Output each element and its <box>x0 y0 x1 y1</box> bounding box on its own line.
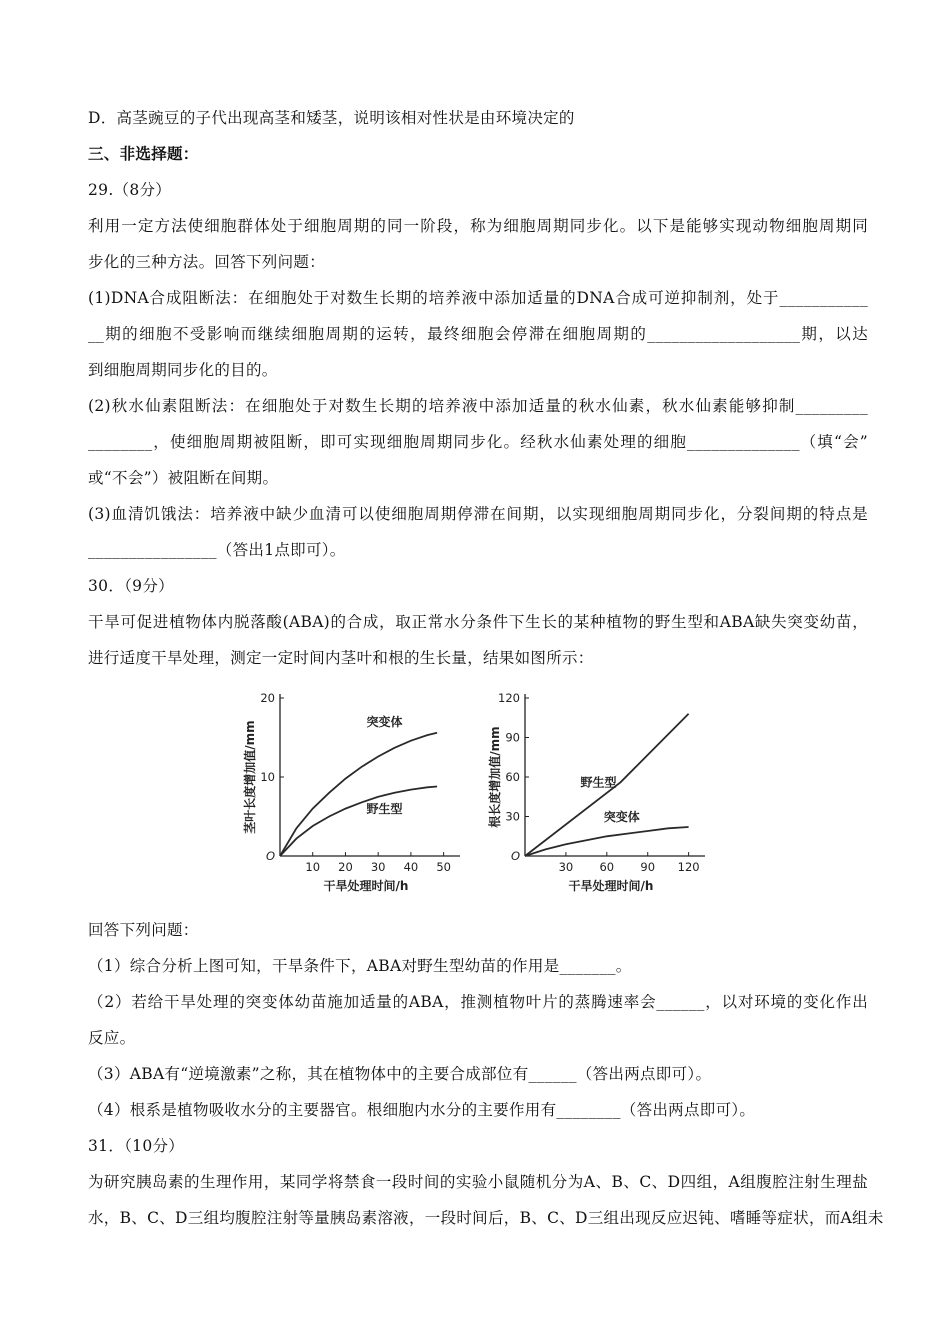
y-tick-label: 30 <box>505 809 520 824</box>
q29-part2-line: (2)秋水仙素阻断法：在细胞处于对数生长期的培养液中添加适量的秋水仙素，秋水仙素能够抑制_________ <box>88 397 868 415</box>
q30-part3: （3）ABA有“逆境激素”之称，其在植物体中的主要合成部位有______（答出两点即可）。 <box>88 1065 712 1083</box>
growth-figure <box>88 684 868 906</box>
y-tick-label: 10 <box>260 770 275 784</box>
series-label: 突变体 <box>603 809 640 824</box>
x-tick-label: 30 <box>558 860 574 874</box>
origin-label: O <box>510 849 520 863</box>
question-30-number: 30．（9分） <box>88 577 174 595</box>
x-tick-label: 60 <box>599 860 615 874</box>
exam-page <box>88 108 884 1244</box>
q29-stem-line: 步化的三种方法。回答下列问题： <box>88 253 326 271</box>
q29-part1-line: (1)DNA合成阻断法：在细胞处于对数生长期的培养液中添加适量的DNA合成可逆抑制剂，处于___________ <box>88 289 868 307</box>
question-29-number: 29.（8分） <box>88 181 172 199</box>
q30-part2-line: 反应。 <box>88 1029 136 1047</box>
x-tick-label: 30 <box>370 860 386 874</box>
y-tick-label: 120 <box>498 691 520 705</box>
q29-part1-line: __期的细胞不受影响而继续细胞周期的运转，最终细胞会停滞在细胞周期的___________________期，以达 <box>88 325 868 343</box>
x-axis-title: 干旱处理时间/h <box>323 879 409 893</box>
q29-part3-line: (3)血清饥饿法：培养液中缺少血清可以使细胞周期停滞在间期，以实现细胞周期同步化，分裂间期的特点是 <box>88 505 868 523</box>
q29-stem-line: 利用一定方法使细胞群体处于细胞周期的同一阶段，称为细胞周期同步化。以下是能够实现动物细胞周期同 <box>88 217 868 235</box>
x-tick-label: 10 <box>305 860 321 874</box>
x-tick-label: 120 <box>677 860 700 874</box>
x-axis-title: 干旱处理时间/h <box>568 879 654 893</box>
q31-stem-line: 水，B、C、D三组均腹腔注射等量胰岛素溶液，一段时间后，B、C、D三组出现反应迟钝、嗜睡等症状，而A组未 <box>88 1209 884 1227</box>
shoot-growth-chart <box>238 684 478 906</box>
y-axis-title: 茎叶长度增加值/mm <box>243 720 257 834</box>
q29-part3-line: ________________（答出1点即可）。 <box>88 541 346 559</box>
x-tick-label: 90 <box>640 860 656 874</box>
x-tick-label: 40 <box>403 860 419 874</box>
q30-stem-line: 干旱可促进植物体内脱落酸(ABA)的合成，取正常水分条件下生长的某种植物的野生型和ABA缺失突变幼苗， <box>88 613 868 631</box>
y-axis-title: 根长度增加值/mm <box>488 726 502 828</box>
q30-answer-intro: 回答下列问题： <box>88 921 199 939</box>
y-tick-label: 90 <box>505 730 520 745</box>
series-line <box>525 827 689 856</box>
series-line <box>280 733 437 856</box>
y-tick-label: 60 <box>505 770 520 784</box>
q31-stem-line: 为研究胰岛素的生理作用，某同学将禁食一段时间的实验小鼠随机分为A、B、C、D四组，A组腹腔注射生理盐 <box>88 1173 868 1191</box>
x-tick-label: 20 <box>338 860 353 874</box>
q30-part2-line: （2）若给干旱处理的突变体幼苗施加适量的ABA，推测植物叶片的蒸腾速率会______，以对环境的变化作出 <box>88 993 868 1011</box>
q29-part1-line: 到细胞周期同步化的目的。 <box>88 361 278 379</box>
origin-label: O <box>265 849 275 863</box>
series-line <box>280 787 437 857</box>
q30-part4: （4）根系是植物吸收水分的主要器官。根细胞内水分的主要作用有________（答出两点即可）。 <box>88 1101 756 1119</box>
question-31-number: 31．（10分） <box>88 1137 185 1155</box>
option-d: D．高茎豌豆的子代出现高茎和矮茎，说明该相对性状是由环境决定的 <box>88 109 575 127</box>
q29-part2-line: 或“不会”）被阻断在间期。 <box>88 469 279 487</box>
q29-part2-line: ________，使细胞周期被阻断，即可实现细胞周期同步化。经秋水仙素处理的细胞______________（填“会” <box>88 433 868 451</box>
q30-part1: （1）综合分析上图可知，干旱条件下，ABA对野生型幼苗的作用是_______。 <box>88 957 632 975</box>
series-label: 野生型 <box>366 801 403 816</box>
x-tick-label: 50 <box>436 860 451 874</box>
root-growth-chart <box>483 684 723 906</box>
q30-stem-line: 进行适度干旱处理，测定一定时间内茎叶和根的生长量，结果如图所示： <box>88 649 594 667</box>
section-heading: 三、非选择题： <box>88 144 199 163</box>
y-tick-label: 20 <box>260 691 275 705</box>
series-label: 突变体 <box>366 714 403 729</box>
series-label: 野生型 <box>580 775 617 790</box>
